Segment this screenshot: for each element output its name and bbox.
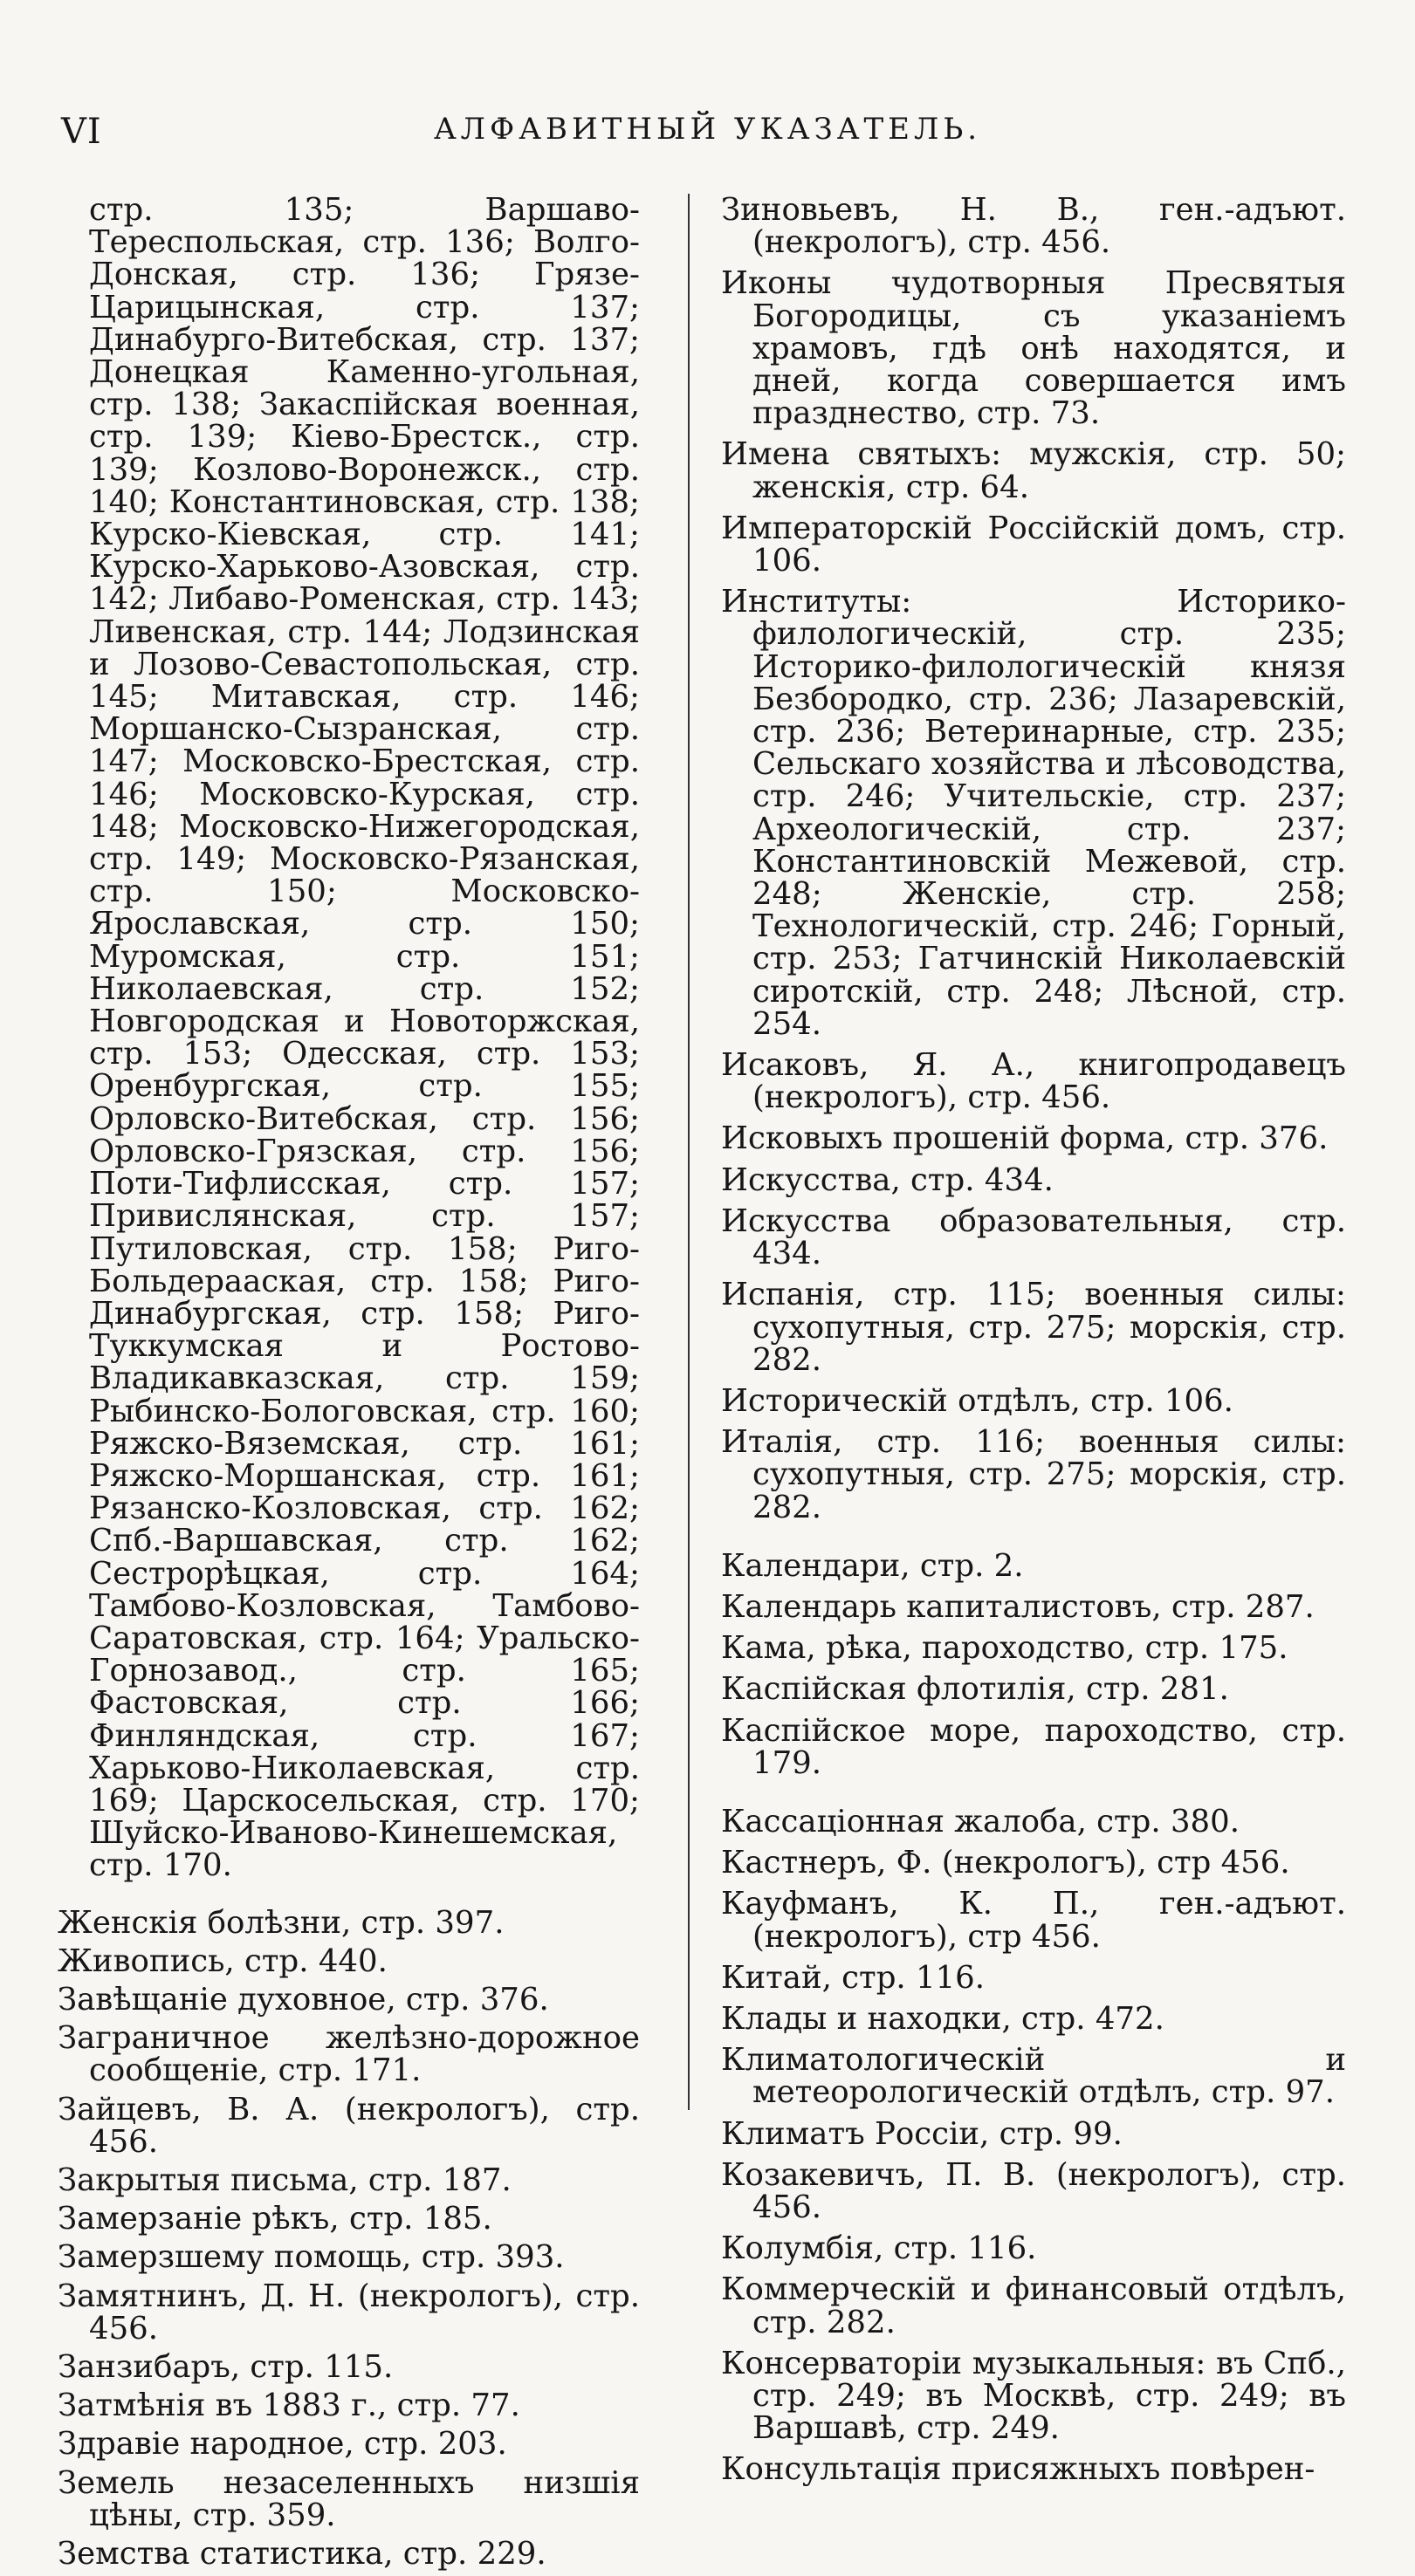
index-entry: Консерваторіи музыкальныя: въ Спб., стр. 249; въ Москвѣ, стр. 249; въ Варшавѣ, стр. 249.: [721, 2345, 1346, 2447]
index-entry: Земель незаселенныхъ низшія цѣны, стр. 359.: [58, 2464, 640, 2533]
index-entry: Календари, стр. 2.: [721, 1547, 1024, 1584]
index-entry: Кама, рѣка, пароходство, стр. 175.: [721, 1630, 1288, 1667]
index-entry: Замятнинъ, Д. Н. (некрологъ), стр. 456.: [58, 2278, 640, 2346]
index-entry: Кауфманъ, К. П., ген.-адъют. (некрологъ), стр 456.: [721, 1886, 1346, 1955]
index-entry: Институты: Историко-филологическій, стр. 235; Историко-филологическій князя Безбородко, стр. 236; Лазаревскій, стр. 236; Ветеринарные, стр. 235; Сельскаго хозяйства и лѣсоводства, стр. 246; Учительскіе, стр. 237; Археологическій, стр. 237; Константиновскій Межевой, стр. 248; Женскіе, стр. 258; Технологическій, стр. 246; Горный, стр. 253; Гатчинскій Николаевскій сиротскій, стр. 248; Лѣсной, стр. 254.: [721, 584, 1346, 1042]
index-entry: Искусства образовательныя, стр. 434.: [721, 1202, 1346, 1272]
index-entry: Заграничное желѣзно-дорожное сообщеніе, стр. 171.: [58, 2020, 640, 2089]
index-entry: стр. 135; Варшаво-Тереспольская, стр. 136; Волго-Донская, стр. 136; Грязе-Царицынская, стр. 137; Динабурго-Витебская, стр. 137; Донецкая Каменно-угольная, стр. 138; Закаспійская военная, стр. 139; Кіево-Брестск., стр. 139; Козлово-Воронежск., стр. 140; Константиновская, стр. 138; Курско-Кіевская, стр. 141; Курско-Харьково-Азовская, стр. 142; Либаво-Роменская, стр. 143; Ливенская, стр. 144; Лодзинская и Лозово-Севастопольская, стр. 145; Митавская, стр. 146; Моршанско-Сызранская, стр. 147; Московско-Брестская, стр. 146; Московско-Курская, стр. 148; Московско-Нижегородская, стр. 149; Московско-Рязанская, стр. 150; Московско-Ярославская, стр. 150; Муромская, стр. 151; Николаевская, стр. 152; Новгородская и Новоторжская, стр. 153; Одесская, стр. 153; Оренбургская, стр. 155; Орловско-Витебская, стр. 156; Орловско-Грязская, стр. 156; Поти-Тифлисская, стр. 157; Привислянская, стр. 157; Путиловская, стр. 158; Риго-Больдерааская, стр. 158; Риго-Динабургская, стр. 158; Риго-Туккумская и Ростово-Владикавказская, стр. 159; Рыбинско-Бологовская, стр. 160; Ряжско-Вяземская, стр. 161; Ряжско-Моршанская, стр. 161; Рязанско-Козловская, стр. 162; Спб.-Варшавская, стр. 162; Сестрорѣцкая, стр. 164; Тамбово-Козловская, Тамбово-Саратовская, стр. 164; Уральско-Горнозавод., стр. 165; Фастовская, стр. 166; Финляндская, стр. 167; Харьково-Николаевская, стр. 169; Царскосельская, стр. 170; Шуйско-Иваново-Кинешемская, стр. 170.: [89, 192, 640, 1884]
index-entry: Календарь капиталистовъ, стр. 287.: [721, 1588, 1315, 1625]
index-entry: Имена святыхъ: мужскія, стр. 50; женскія, стр. 64.: [721, 436, 1346, 505]
index-entry: Иконы чудотворныя Пресвятыя Богородицы, съ указаніемъ храмовъ, гдѣ онѣ находятся, и дней, когда совершается имъ празднество, стр. 73.: [721, 265, 1346, 432]
index-entry: Живопись, стр. 440.: [58, 1942, 388, 1979]
index-entry: Коммерческій и финансовый отдѣлъ, стр. 282.: [721, 2271, 1346, 2340]
index-entry: Китай, стр. 116.: [721, 1959, 986, 1996]
index-entry: Замерзшему помощь, стр. 393.: [58, 2239, 565, 2276]
index-entry: Завѣщаніе духовное, стр. 376.: [58, 1981, 549, 2018]
index-entry: Исковыхъ прошеній форма, стр. 376.: [721, 1120, 1329, 1157]
page-number: VI: [61, 112, 102, 152]
index-column-left: [58, 194, 640, 2576]
column-divider: [688, 194, 690, 2110]
index-entry: Историческій отдѣлъ, стр. 106.: [721, 1382, 1233, 1419]
index-entry: Женскія болѣзни, стр. 397.: [58, 1904, 505, 1941]
index-entry: Италія, стр. 116; военныя силы: сухопутныя, стр. 275; морскія, стр. 282.: [721, 1424, 1346, 1525]
index-entry: Консультація присяжныхъ повѣрен-: [721, 2451, 1315, 2488]
index-entry: Каспійское море, пароходство, стр. 179.: [721, 1712, 1346, 1781]
index-entry: Колумбія, стр. 116.: [721, 2230, 1037, 2267]
index-entry: Искусства, стр. 434.: [721, 1161, 1054, 1198]
index-entry: Замерзаніе рѣкъ, стр. 185.: [58, 2201, 492, 2237]
index-entry: Климатологическій и метеорологическій отдѣлъ, стр. 97.: [721, 2042, 1346, 2111]
index-entry: Климатъ Россіи, стр. 99.: [721, 2115, 1123, 2152]
index-entry: Императорскій Россійскій домъ, стр. 106.: [721, 510, 1346, 579]
index-entry: Закрытыя письма, стр. 187.: [58, 2162, 512, 2198]
index-entry: Испанія, стр. 115; военныя силы: сухопутныя, стр. 275; морскія, стр. 282.: [721, 1277, 1346, 1378]
index-entry: Земства статистика, стр. 229.: [58, 2536, 546, 2573]
index-entry: Затмѣнія въ 1883 г., стр. 77.: [58, 2388, 520, 2424]
index-entry: Зиновьевъ, Н. В., ген.-адъют. (некрологъ), стр. 456.: [721, 192, 1346, 261]
index-entry: Исаковъ, Я. А., книгопродавецъ (некрологъ), стр. 456.: [721, 1047, 1346, 1116]
running-head: АЛФАВИТНЫЙ УКАЗАТЕЛЬ.: [433, 112, 982, 147]
index-entry: Зайцевъ, В. А. (некрологъ), стр. 456.: [58, 2091, 640, 2160]
index-entry: Здравіе народное, стр. 203.: [58, 2426, 507, 2463]
index-entry: Кастнеръ, Ф. (некрологъ), стр 456.: [721, 1845, 1290, 1881]
index-entry: Клады и находки, стр. 472.: [721, 2000, 1164, 2037]
index-entry: Козакевичъ, П. В. (некрологъ), стр. 456.: [721, 2156, 1346, 2225]
index-entry: Занзибаръ, стр. 115.: [58, 2349, 394, 2385]
index-entry: Кассаціонная жалоба, стр. 380.: [721, 1803, 1240, 1840]
index-column-right: [721, 194, 1346, 2495]
index-entry: Каспійская флотилія, стр. 281.: [721, 1671, 1229, 1708]
